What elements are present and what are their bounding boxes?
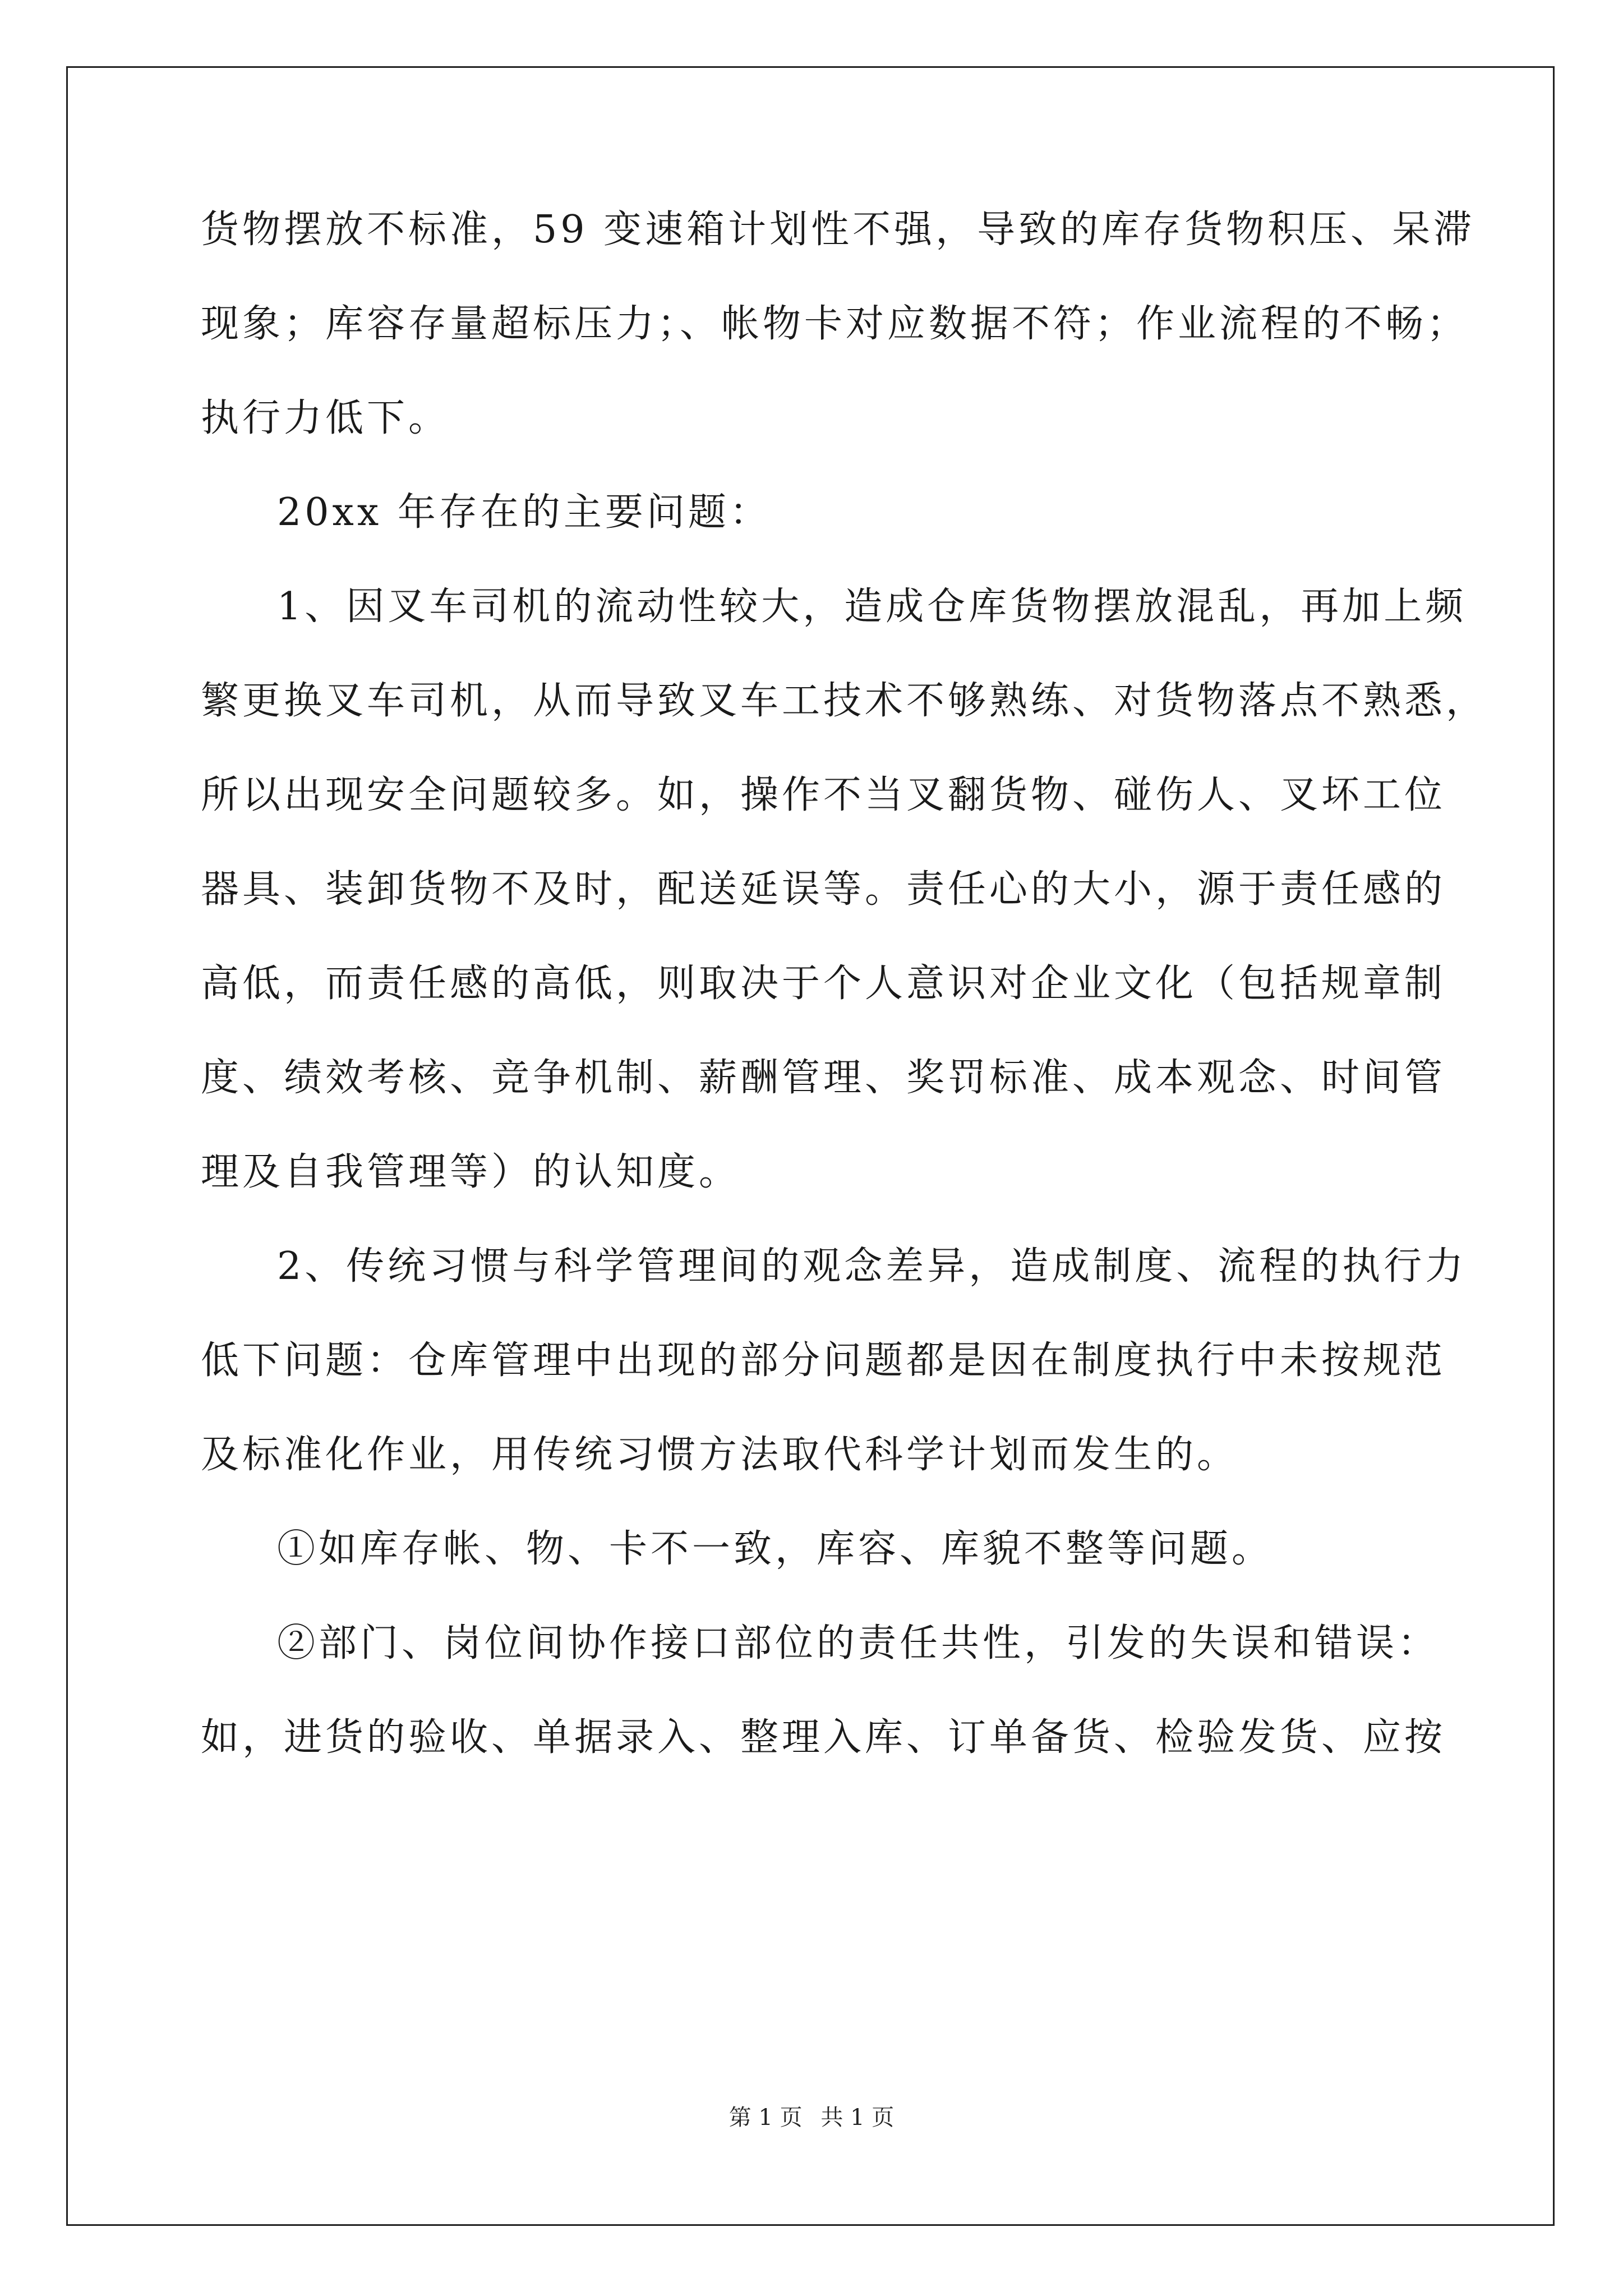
text-line: 货物摆放不标准，59 变速箱计划性不强，导致的库存货物积压、呆滞 — [201, 208, 1476, 252]
text-line: 如，进货的验收、单据录入、整理入库、订单备货、检验发货、应按 — [201, 1715, 1446, 1760]
text-line: 繁更换叉车司机，从而导致叉车工技术不够熟练、对货物落点不熟悉， — [201, 679, 1488, 723]
text-line: 所以出现安全问题较多。如，操作不当叉翻货物、碰伤人、叉坏工位 — [201, 773, 1446, 817]
page-total: 共 1 页 — [820, 2105, 895, 2131]
text-line: ①如库存帐、物、卡不一致，库容、库貌不整等问题。 — [277, 1527, 1274, 1571]
page-number: 第 1 页 — [728, 2105, 803, 2131]
text-line: 及标准化作业，用传统习惯方法取代科学计划而发生的。 — [201, 1433, 1239, 1477]
text-line: 器具、装卸货物不及时，配送延误等。责任心的大小，源于责任感的 — [201, 867, 1446, 912]
text-line: 高低，而责任感的高低，则取决于个人意识对企业文化（包括规章制 — [201, 961, 1446, 1006]
text-line: 执行力低下。 — [201, 396, 450, 440]
text-line: 度、绩效考核、竞争机制、薪酬管理、奖罚标准、成本观念、时间管 — [201, 1056, 1446, 1100]
section-heading: 20xx 年存在的主要问题： — [277, 490, 771, 535]
text-line: 现象；库容存量超标压力；、帐物卡对应数据不符；作业流程的不畅； — [201, 302, 1469, 346]
page-border — [66, 66, 1555, 2226]
text-line: 1、因叉车司机的流动性较大，造成仓库货物摆放混乱，再加上频 — [277, 585, 1467, 629]
text-line: 理及自我管理等）的认知度。 — [201, 1150, 741, 1194]
text-line: ②部门、岗位间协作接口部位的责任共性，引发的失误和错误： — [277, 1621, 1440, 1665]
text-line: 低下问题：仓库管理中出现的部分问题都是因在制度执行中未按规范 — [201, 1338, 1446, 1383]
text-line: 2、传统习惯与科学管理间的观念差异，造成制度、流程的执行力 — [277, 1244, 1467, 1289]
page-footer — [0, 2104, 1623, 2132]
